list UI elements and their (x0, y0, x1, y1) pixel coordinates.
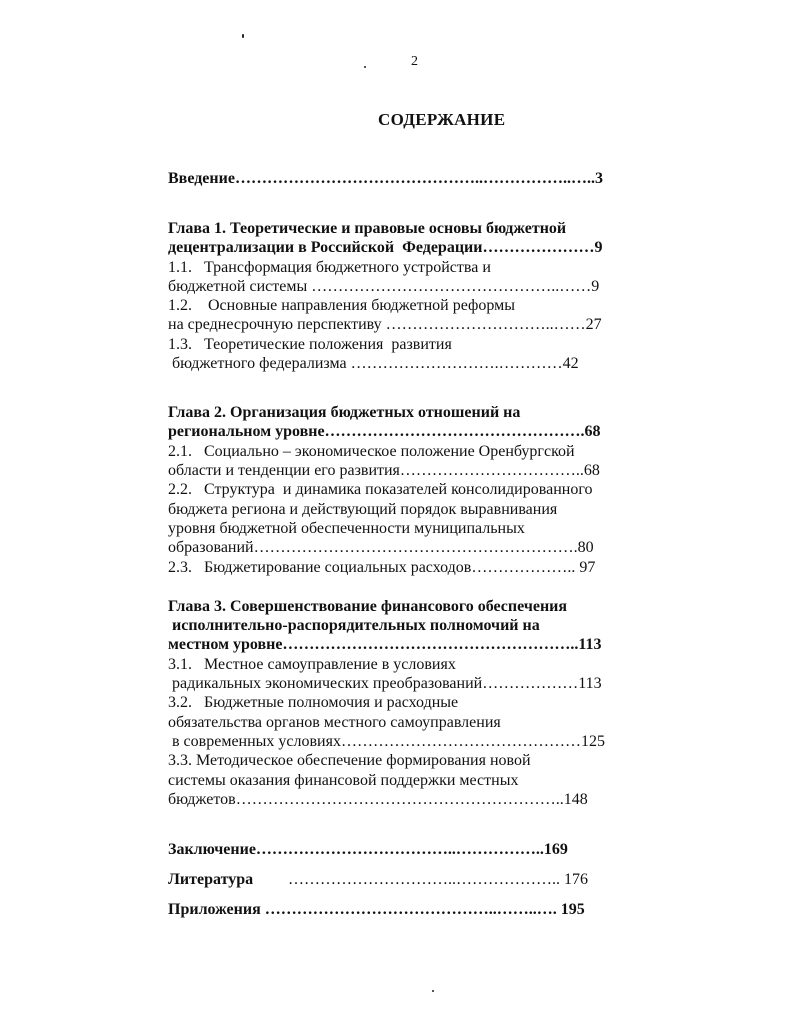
toc-section-2-1: 2.1. Социально – экономическое положение Оренбургской (168, 443, 575, 460)
toc-section-1-3: 1.3. Теоретические положения развития (168, 336, 452, 353)
toc-chapter-1-heading-cont: децентрализации в Российской Федерации…………………9 (168, 239, 603, 256)
toc-introduction: Введение………………………………………..……………..…..3 (168, 170, 603, 187)
toc-chapter-1-heading: Глава 1. Теоретические и правовые основы бюджетной (168, 220, 567, 237)
toc-section-3-2-cont-1: обязательства органов местного самоуправления (168, 714, 501, 731)
toc-chapter-2-heading-cont: региональном уровне………………………………………….68 (168, 423, 601, 440)
scan-speck (432, 990, 434, 992)
toc-section-3-1: 3.1. Местное самоуправление в условиях (168, 656, 456, 673)
toc-section-1-1: 1.1. Трансформация бюджетного устройства и (168, 259, 491, 276)
toc-conclusion: Заключение………………………………..……………..169 (168, 841, 568, 858)
toc-section-2-2-cont-3: образований…………………………………………………….80 (168, 539, 594, 556)
toc-section-3-1-cont: радикальных экономических преобразований………………113 (168, 675, 602, 692)
toc-section-2-3: 2.3. Бюджетирование социальных расходов……………….. 97 (168, 559, 596, 576)
toc-section-2-2: 2.2. Структура и динамика показателей консолидированного (168, 481, 593, 498)
page-title: СОДЕРЖАНИЕ (378, 110, 506, 129)
toc-section-2-1-cont: области и тенденции его развития……………………………..68 (168, 462, 600, 479)
toc-section-3-3-cont-1: системы оказания финансовой поддержки местных (168, 772, 519, 789)
toc-chapter-3-heading-cont-1: исполнительно-распорядительных полномочий на (168, 617, 540, 634)
toc-section-3-2-cont-2: в современных условиях………………………………………125 (168, 733, 605, 750)
toc-section-3-3: 3.3. Методическое обеспечение формирования новой (168, 752, 531, 769)
toc-chapter-2-heading: Глава 2. Организация бюджетных отношений на (168, 404, 521, 421)
toc-section-3-3-cont-2: бюджетов……………………………………………………..148 (168, 791, 588, 808)
toc-section-2-2-cont-2: уровня бюджетной обеспеченности муниципальных (168, 520, 525, 537)
toc-literature-label: Литература (168, 871, 254, 888)
toc-section-3-2: 3.2. Бюджетные полномочия и расходные (168, 694, 459, 711)
toc-section-2-2-cont-1: бюджета региона и действующий порядок выравнивания (168, 501, 558, 518)
toc-chapter-3-heading: Глава 3. Совершенствование финансового обеспечения (168, 598, 568, 615)
toc-literature-leader: …………………………..……………….. 176 (288, 871, 588, 888)
toc-section-1-2-cont: на среднесрочную перспективу …………………………..……27 (168, 316, 602, 333)
toc-section-1-2: 1.2. Основные направления бюджетной реформы (168, 297, 515, 314)
toc-section-1-3-cont: бюджетного федерализма ……………………….…………42 (168, 355, 579, 372)
toc-appendices: Приложения ……………………………………..……..…. 195 (168, 901, 585, 918)
page-number: 2 (411, 54, 418, 69)
scan-speck (364, 66, 366, 68)
scan-speck (242, 34, 244, 38)
toc-section-1-1-cont: бюджетной системы ………………………………………..……9 (168, 278, 600, 295)
toc-chapter-3-heading-cont-2: местном уровне………………………………………………..113 (168, 636, 602, 653)
